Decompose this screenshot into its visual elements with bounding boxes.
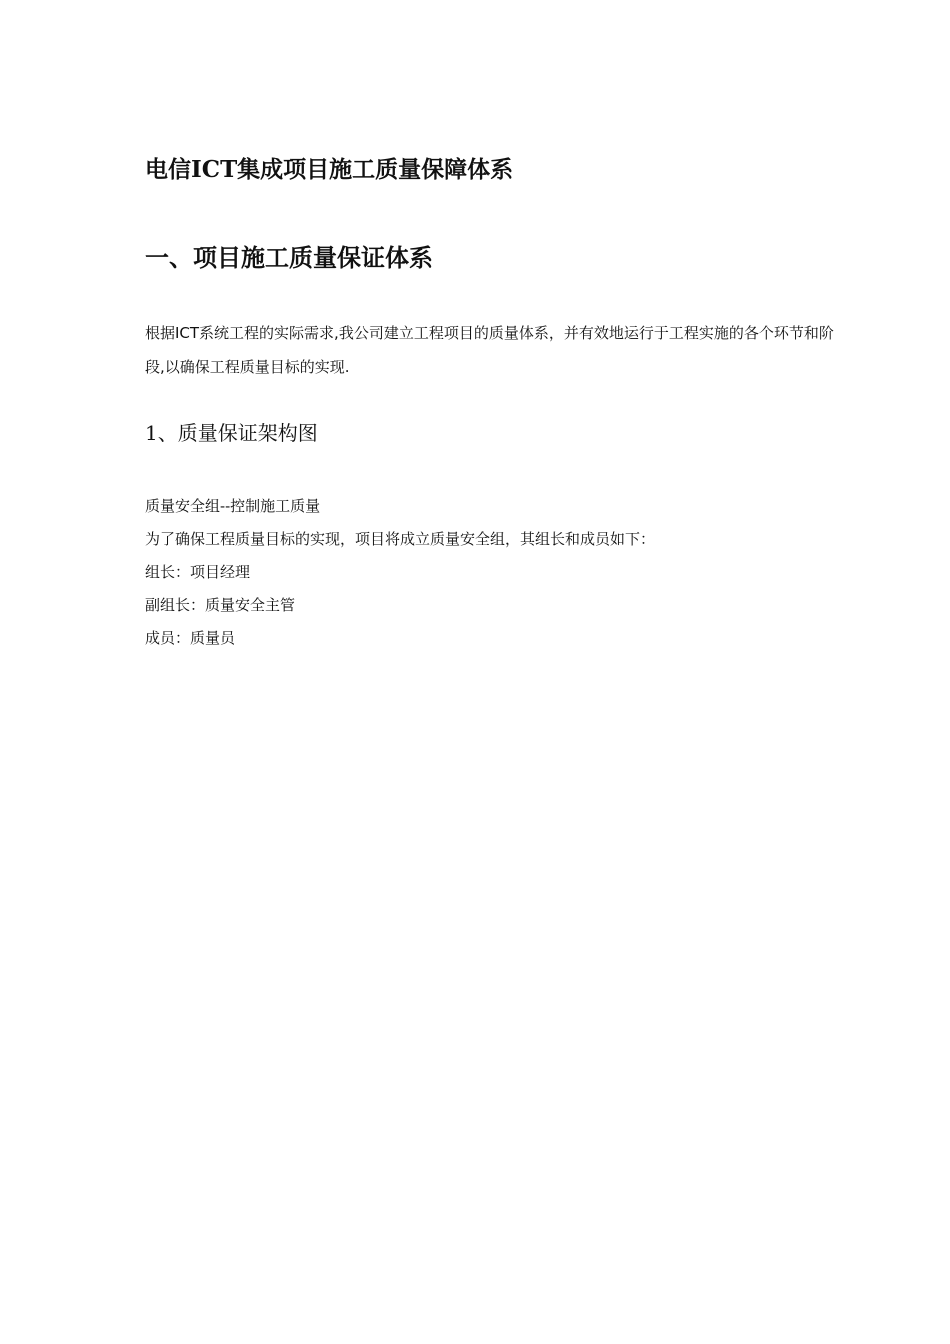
intro-paragraph: 根据ICT系统工程的实际需求,我公司建立工程项目的质量体系，并有效地运行于工程实施的各个环节和阶段,以确保工程质量目标的实现. (145, 324, 834, 376)
group-title: 质量安全组--控制施工质量 (145, 497, 321, 515)
group-leader: 组长：项目经理 (145, 563, 251, 581)
quality-group-block (145, 490, 845, 655)
sub-heading: 1、质量保证架构图 (145, 421, 318, 445)
document-content (145, 150, 845, 655)
group-deputy-leader: 副组长：质量安全主管 (145, 596, 296, 614)
section-heading: 一、项目施工质量保证体系 (145, 243, 433, 272)
group-description: 为了确保工程质量目标的实现，项目将成立质量安全组，其组长和成员如下： (145, 530, 656, 548)
document-title: 电信ICT集成项目施工质量保障体系 (145, 156, 514, 183)
group-members: 成员：质量员 (145, 629, 236, 647)
